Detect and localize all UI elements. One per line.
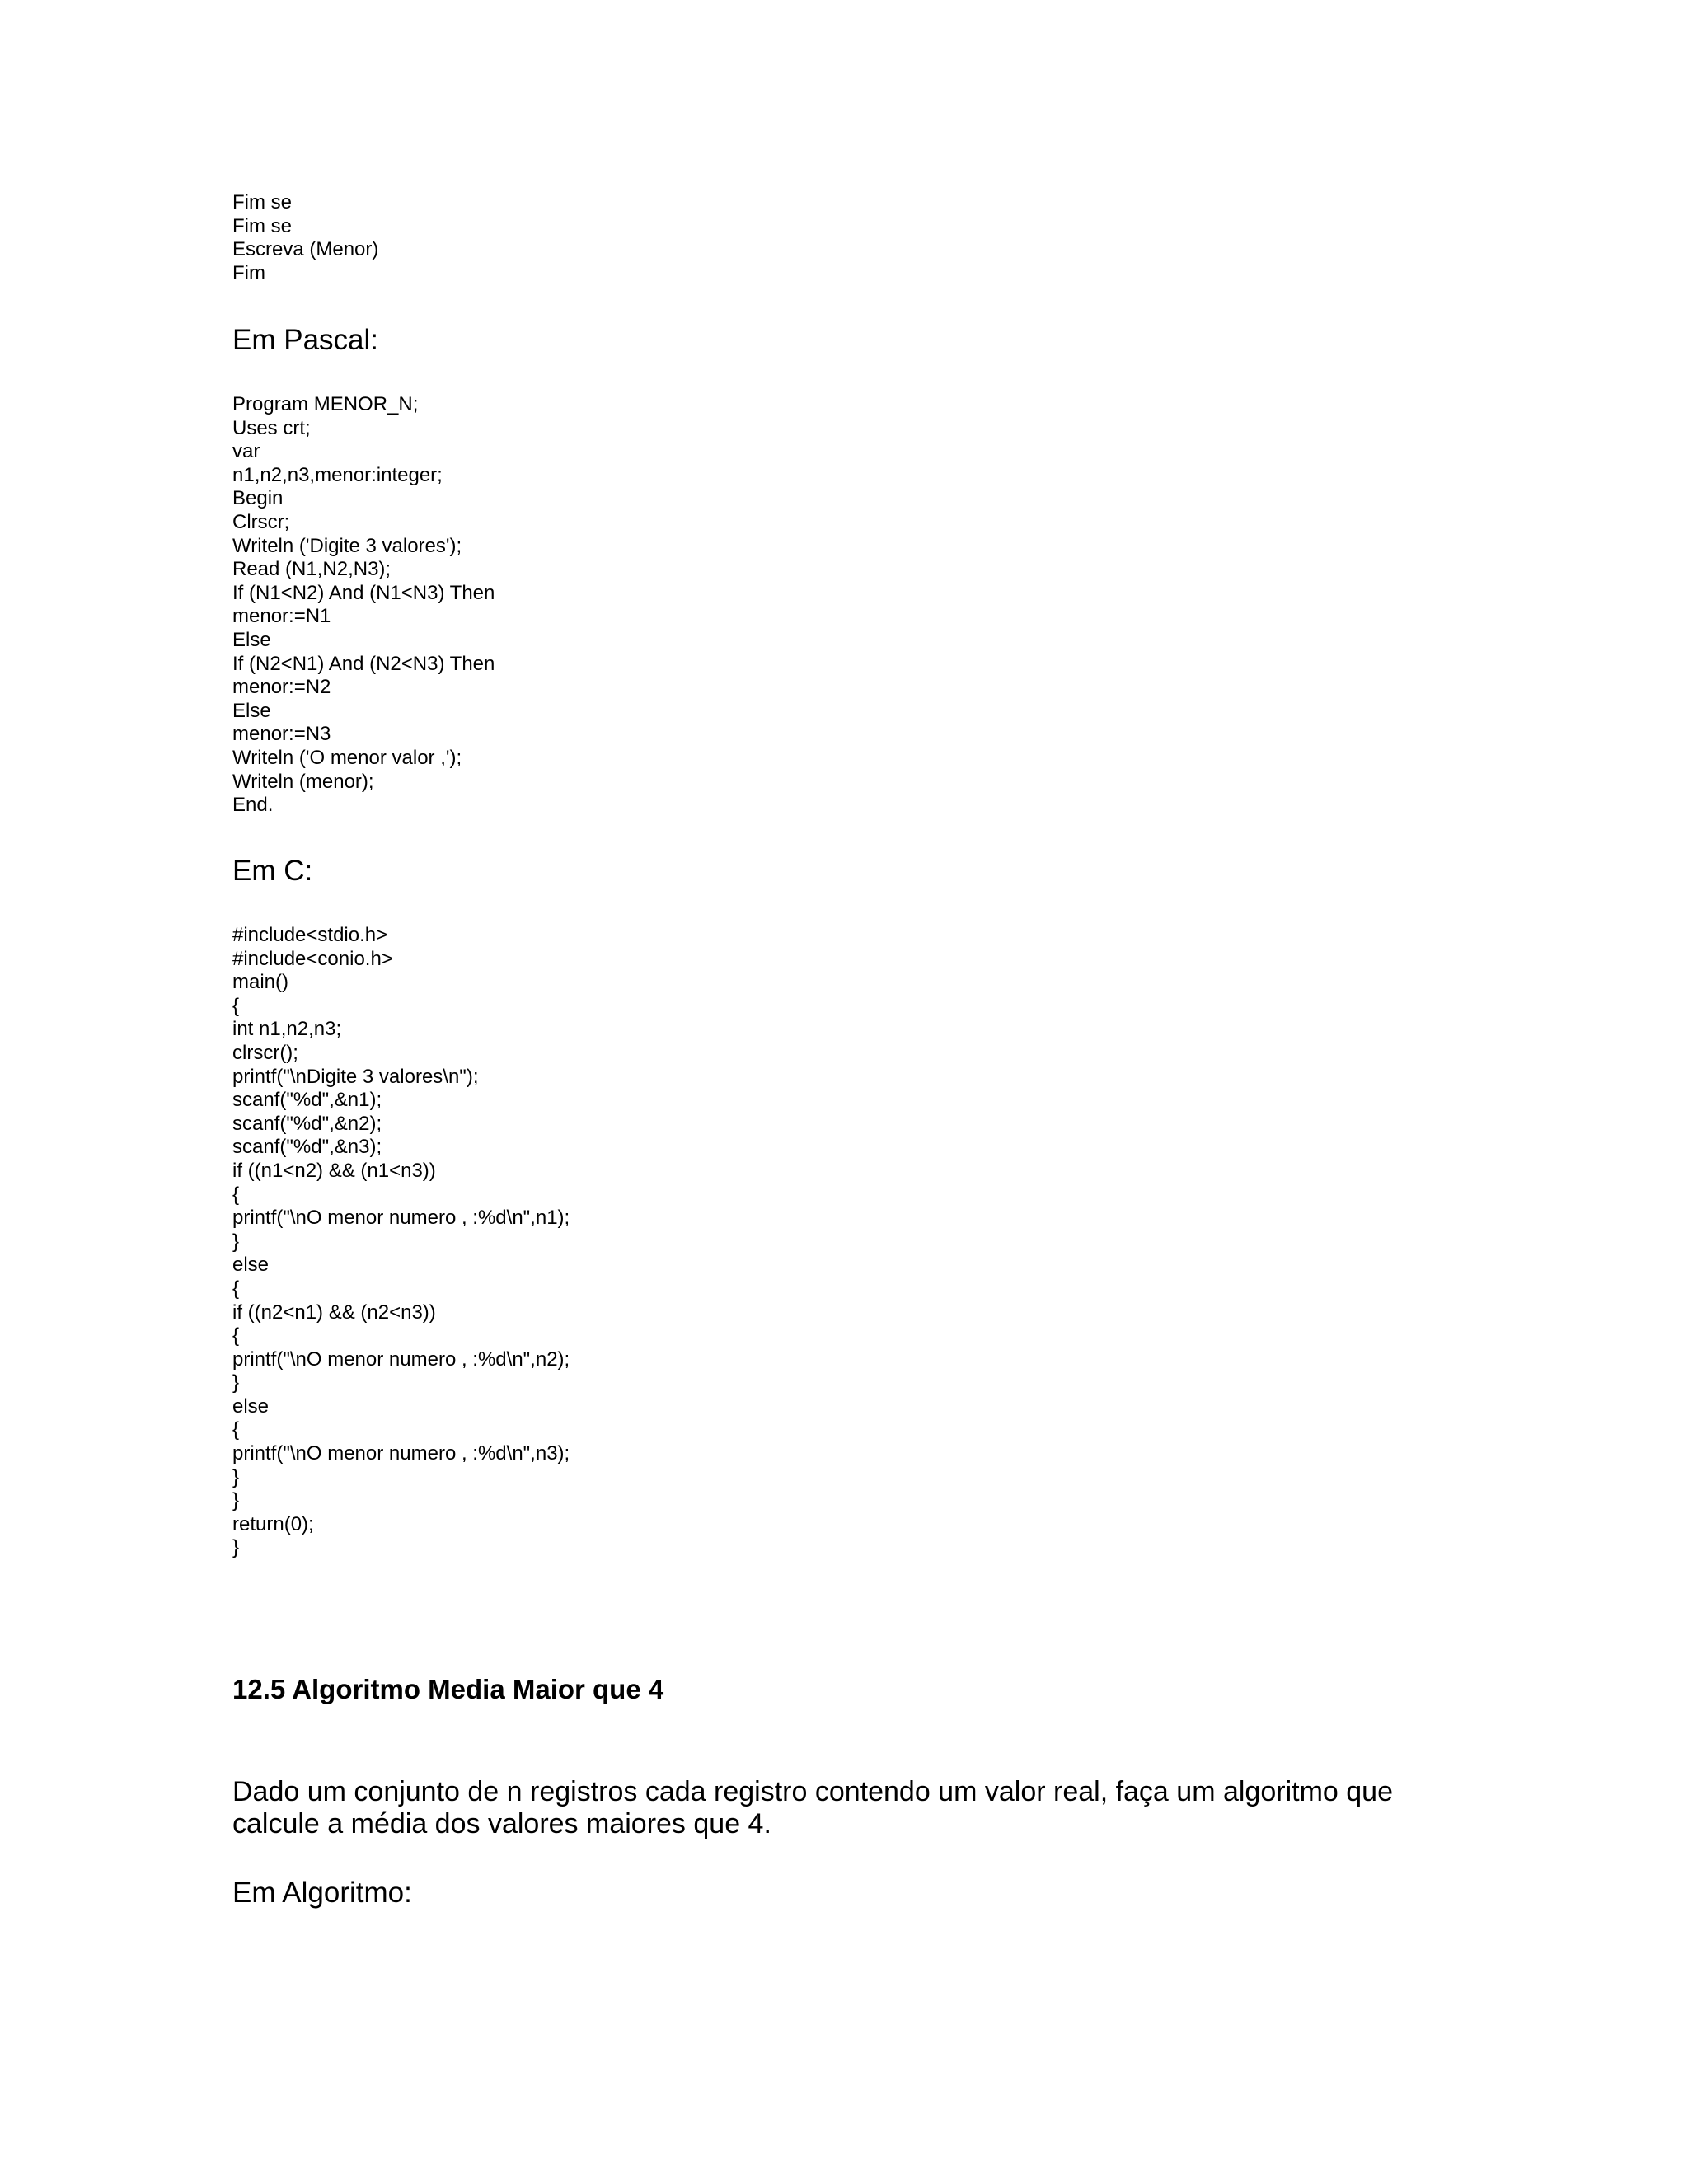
code-line: } xyxy=(232,1536,240,1559)
code-line: Clrscr; xyxy=(232,510,290,533)
code-line: n1,n2,n3,menor:integer; xyxy=(232,463,443,486)
code-line: Fim xyxy=(232,261,265,284)
section-heading: 12.5 Algoritmo Media Maior que 4 xyxy=(232,1674,664,1704)
code-line: Fim se xyxy=(232,214,292,237)
code-line: End. xyxy=(232,794,274,817)
code-line: else xyxy=(232,1254,270,1277)
code-line: menor:=N1 xyxy=(232,605,331,628)
code-line: if ((n1<n2) && (n1<n3)) xyxy=(232,1159,436,1182)
code-line: if ((n2<n1) && (n2<n3)) xyxy=(232,1301,436,1324)
code-line: Fim se xyxy=(232,191,292,213)
code-line: printf("\nDigite 3 valores\n"); xyxy=(232,1065,479,1088)
code-line: } xyxy=(232,1465,240,1488)
c-code-block xyxy=(232,924,1551,1560)
paragraph-line: calcule a média dos valores maiores que 4. xyxy=(232,1808,771,1840)
pascal-label: Em Pascal: xyxy=(232,324,378,356)
code-line: Writeln ('O menor valor ,'); xyxy=(232,746,462,769)
code-line: clrscr(); xyxy=(232,1041,298,1064)
code-line: menor:=N2 xyxy=(232,676,331,699)
code-line: scanf("%d",&n1); xyxy=(232,1089,382,1112)
code-line: else xyxy=(232,1394,270,1418)
intro-code-block xyxy=(232,191,1551,285)
code-line: scanf("%d",&n3); xyxy=(232,1136,382,1159)
code-line: } xyxy=(232,1489,240,1512)
code-line: Escreva (Menor) xyxy=(232,238,379,261)
algoritmo-label: Em Algoritmo: xyxy=(232,1877,412,1909)
code-line: Read (N1,N2,N3); xyxy=(232,558,392,581)
code-line: printf("\nO menor numero , :%d\n",n3); xyxy=(232,1442,570,1465)
code-line: If (N2<N1) And (N2<N3) Then xyxy=(232,652,495,675)
code-line: { xyxy=(232,1324,240,1347)
code-line: Else xyxy=(232,699,271,722)
code-line: } xyxy=(232,1230,240,1253)
code-line: return(0); xyxy=(232,1512,314,1535)
code-line: Writeln (menor); xyxy=(232,770,374,793)
code-line: { xyxy=(232,1277,240,1300)
code-line: int n1,n2,n3; xyxy=(232,1018,342,1041)
code-line: Program MENOR_N; xyxy=(232,393,419,415)
code-line: If (N1<N2) And (N1<N3) Then xyxy=(232,581,495,604)
description-paragraph xyxy=(232,1776,1551,1840)
code-line: printf("\nO menor numero , :%d\n",n2); xyxy=(232,1347,570,1371)
code-line: printf("\nO menor numero , :%d\n",n1); xyxy=(232,1207,570,1230)
code-line: #include<conio.h> xyxy=(232,947,393,970)
c-label: Em C: xyxy=(232,855,313,887)
pascal-code-block xyxy=(232,393,1551,818)
code-line: Writeln ('Digite 3 valores'); xyxy=(232,534,462,557)
paragraph-line: Dado um conjunto de n registros cada registro contendo um valor real, faça um algoritmo que xyxy=(232,1776,1393,1807)
code-line: } xyxy=(232,1371,240,1394)
code-line: Begin xyxy=(232,487,284,510)
code-line: #include<stdio.h> xyxy=(232,924,388,946)
code-line: main() xyxy=(232,971,289,994)
code-line: { xyxy=(232,1418,240,1441)
code-line: var xyxy=(232,440,260,463)
code-line: { xyxy=(232,1183,240,1206)
code-line: { xyxy=(232,994,240,1017)
code-line: scanf("%d",&n2); xyxy=(232,1112,382,1135)
code-line: menor:=N3 xyxy=(232,723,331,746)
code-line: Else xyxy=(232,628,271,651)
code-line: Uses crt; xyxy=(232,416,311,439)
